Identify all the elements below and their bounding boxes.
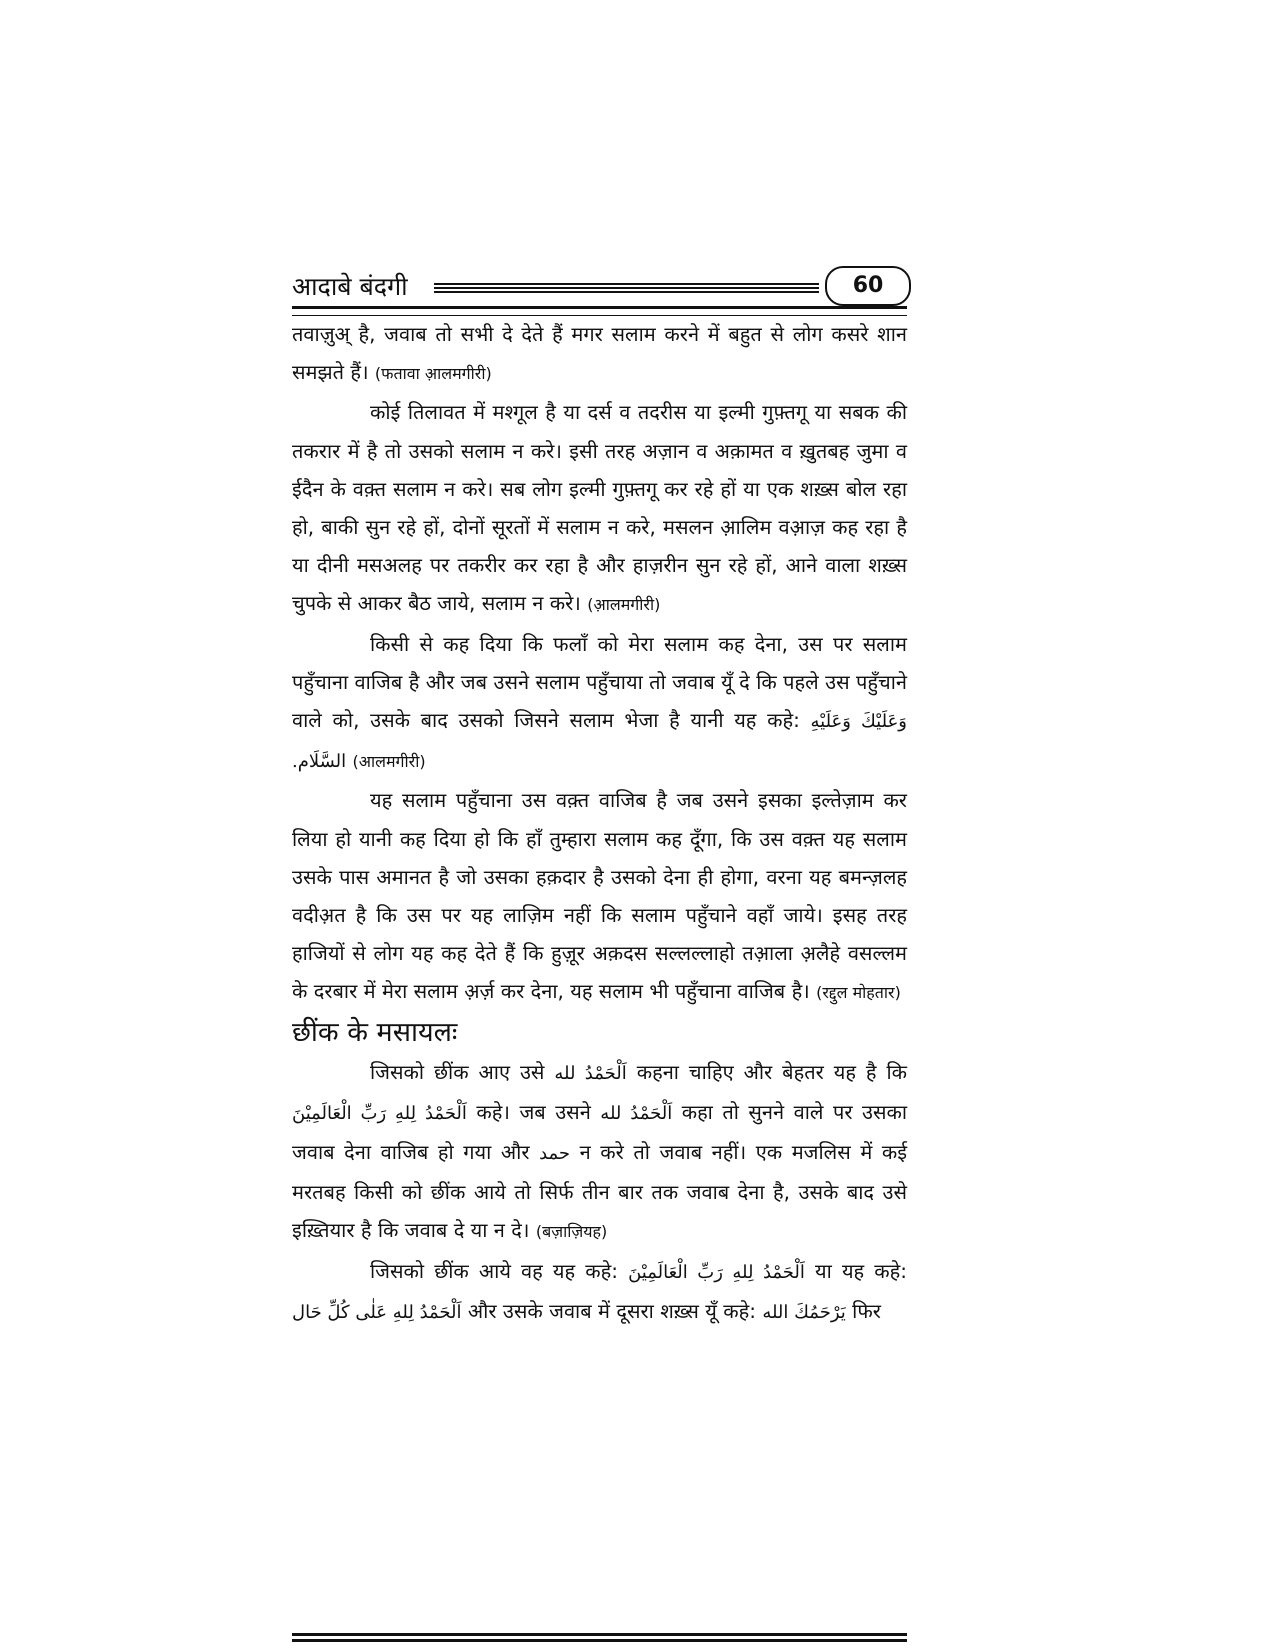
page-header bbox=[292, 270, 907, 306]
paragraph: जिसको छींक आए उसे اَلْحَمْدُ لله कहना चाहिए और बेहतर यह है कि اَلْحَمْدُ لِلهِ رَبِّ الْعَالَمِيْنَ कहे। जब उसने اَلْحَمْدُ لله कहा तो सुनने वाले पर उसका जवाब देना वाजिब हो गया और حمد न करे तो जवाब नहीं। एक मजलिस में कई मरतबह किसी को छींक आये तो सिर्फ तीन बार तक जवाब देना है, उसके बाद उसे इख़्तियार है कि जवाब दे या न दे। (बज़ाज़ियह) bbox=[292, 1059, 908, 1243]
arabic-phrase: حمد bbox=[539, 1143, 571, 1165]
citation: (रद्दुल मोहतार) bbox=[816, 983, 901, 1003]
paragraph: जिसको छींक आये वह यह कहे: اَلْحَمْدُ لِلهِ رَبِّ الْعَالَمِيْنَ या यह कहे: اَلْحَمْدُ لِلهِ عَلٰى كُلِّ حَال और उसके जवाब में दूसरा शख़्स यूँ कहे: يَرْحَمُكَ الله फिर bbox=[292, 1258, 908, 1323]
page-body bbox=[292, 315, 907, 1332]
arabic-phrase: يَرْحَمُكَ الله bbox=[762, 1301, 846, 1323]
page-number: 60 bbox=[825, 266, 911, 306]
paragraph: यह सलाम पहुँचाना उस वक़्त वाजिब है जब उसने इसका इल्तेज़ाम कर लिया हो यानी कह दिया हो कि हाँ तुम्हारा सलाम कह दूँगा, कि उस वक़्त यह सलाम उसके पास अमानत है जो उसका हक़दार है उसको देना ही होगा, वरना यह बमन्ज़लह वदीअ़त है कि उस पर यह लाज़िम नहीं कि सलाम पहुँचाने वहाँ जाये। इसह तरह हाजियों से लोग यह कह देते हैं कि हुज़ूर अक़दस सल्लल्लाहो तआ़ला अ़लैहे वसल्लम के दरबार में मेरा सलाम अ़र्ज़ कर देना, यह सलाम भी पहुँचाना वाजिब है। (रद्दुल मोहतार) bbox=[292, 788, 907, 1004]
paragraph: किसी से कह दिया कि फलाँ को मेरा सलाम कह देना, उस पर सलाम पहुँचाना वाजिब है और जब उसने सलाम पहुँचाया तो जवाब यूँ दे कि पहले उस पहुँचाने वाले को, उसके बाद उसको जिसने सलाम भेजा है यानी यह कहे: وَعَلَيْكَ وَعَلَيْهِ السَّلَام. (आलमगीरी) bbox=[292, 631, 908, 773]
arabic-phrase: اَلْحَمْدُ لله bbox=[600, 1102, 673, 1124]
book-title: आदाबे बंदगी bbox=[292, 272, 408, 301]
citation: (आ़लमगीरी) bbox=[587, 595, 661, 615]
citation: (बज़ाज़ियह) bbox=[535, 1222, 608, 1242]
arabic-phrase: اَلْحَمْدُ لله bbox=[554, 1062, 627, 1084]
arabic-phrase: اَلْحَمْدُ لِلهِ رَبِّ الْعَالَمِيْنَ bbox=[628, 1261, 805, 1283]
section-heading: छींक के मसायलः bbox=[292, 1016, 458, 1048]
arabic-phrase: اَلْحَمْدُ لِلهِ رَبِّ الْعَالَمِيْنَ bbox=[292, 1102, 467, 1124]
arabic-phrase: وَعَلَيْكَ وَعَلَيْهِ السَّلَام. bbox=[292, 711, 908, 773]
arabic-phrase: اَلْحَمْدُ لِلهِ عَلٰى كُلِّ حَال bbox=[292, 1301, 462, 1323]
citation: (फतावा आ़लमगीरी) bbox=[374, 364, 492, 384]
paragraph: कोई तिलावत में मश्गूल है या दर्स व तदरीस या इल्मी गुफ़्तगू या सबक की तकरार में है तो उसको सलाम न करे। इसी तरह अज़ान व अक़ामत व ख़ुतबह जुमा व ईदैन के वक़्त सलाम न करे। सब लोग इल्मी गुफ़्तगू कर रहे हों या एक शख़्स बोल रहा हो, बाकी सुन रहे हों, दोनों सूरतों में सलाम न करे, मसलन आ़लिम वअ़ाज़ कह रहा है या दीनी मसअलह पर तकरीर कर रहा है और हाज़रीन सुन रहे हों, आने वाला शख़्स चुपके से आकर बैठ जाये, सलाम न करे। (आ़लमगीरी) bbox=[292, 400, 907, 616]
citation: (आलमगीरी) bbox=[352, 752, 426, 772]
paragraph: तवाज़ुअ् है, जवाब तो सभी दे देते हैं मगर सलाम करने में बहुत से लोग कसरे शान समझते हैं। (फतावा आ़लमगीरी) bbox=[292, 322, 907, 385]
footer-divider bbox=[292, 1633, 907, 1645]
header-rule bbox=[434, 283, 819, 293]
